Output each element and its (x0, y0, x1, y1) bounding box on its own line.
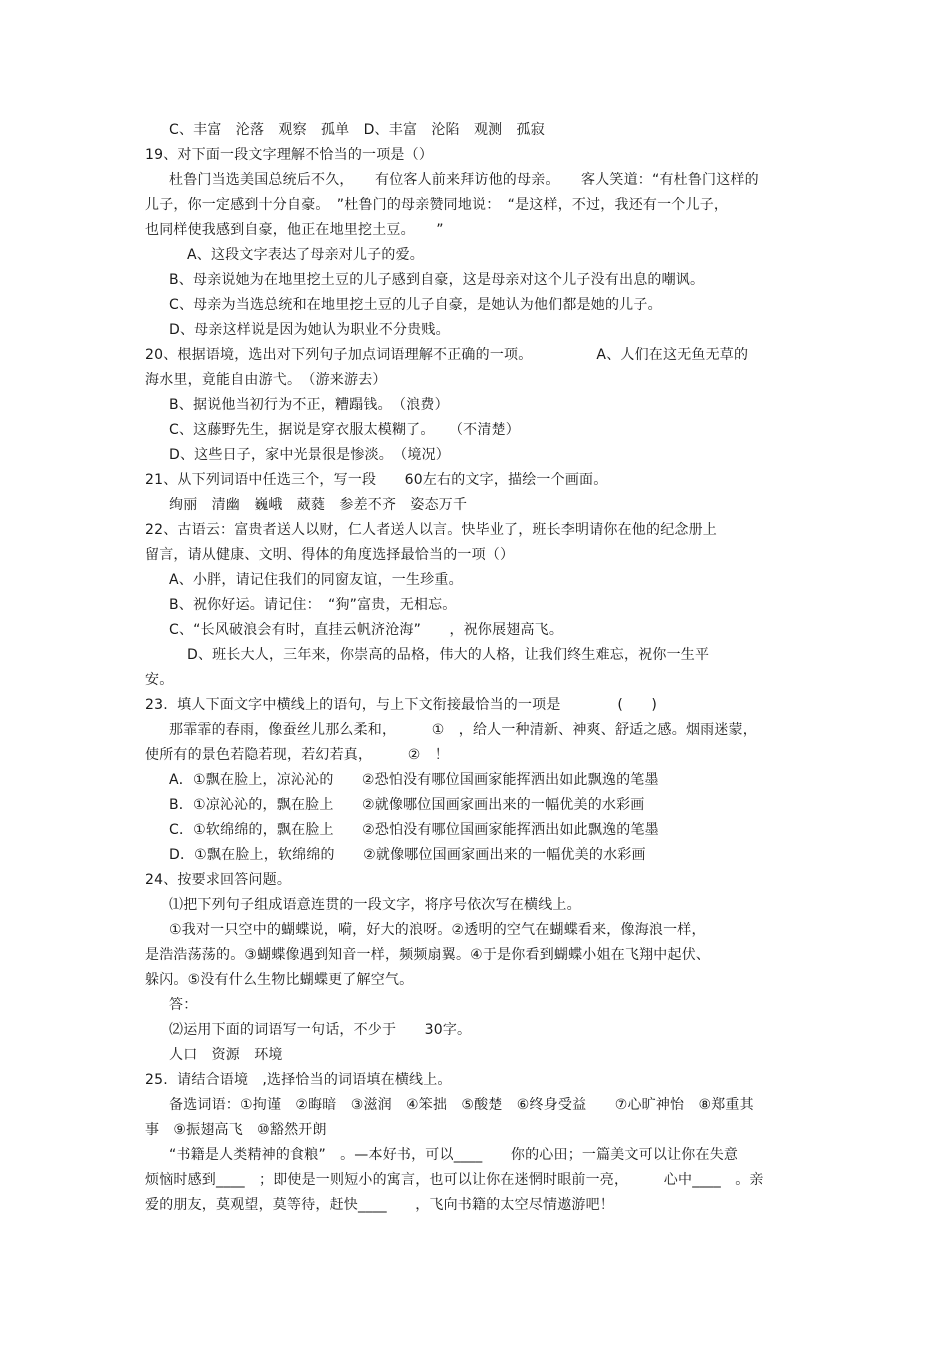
q25-word-bank: 事 ⑨振翅高飞 ⑩豁然开朗 (145, 1122, 327, 1138)
q24-part2-words: 人口 资源 环境 (169, 1047, 283, 1063)
q22-option-b: B、祝你好运。请记住： “狗”富贵，无相忘。 (169, 597, 457, 613)
q25-passage-line: 爱的朋友，莫观望，莫等待，赶快____ ，飞向书籍的太空尽情遨游吧！ (145, 1197, 614, 1213)
q25-word-bank: 备选词语：①拘谨 ②晦暗 ③滋润 ④笨拙 ⑤酸楚 ⑥终身受益 ⑦心旷神怡 ⑧郑重其 (169, 1097, 754, 1113)
q22-stem: 22、古语云：富贵者送人以财，仁人者送人以言。快毕业了，班长李明请你在他的纪念册上 (145, 522, 718, 538)
q23-option-b: B．①凉沁沁的，飘在脸上 ②就像哪位国画家画出来的一幅优美的水彩画 (169, 797, 645, 813)
q19-option-b: B、母亲说她为在地里挖土豆的儿子感到自豪，这是母亲对这个儿子没有出息的嘲讽。 (169, 272, 705, 288)
q24-part1-sentences: 是浩浩荡荡的。③蝴蝶像遇到知音一样，频频扇翼。④于是你看到蝴蝶小姐在飞翔中起伏、 (145, 947, 711, 963)
q23-option-d: D．①飘在脸上，软绵绵的 ②就像哪位国画家画出来的一幅优美的水彩画 (169, 847, 646, 863)
q21-word-list: 绚丽 清幽 巍峨 葳蕤 参差不齐 姿态万千 (169, 497, 468, 513)
q22-option-c: C、“长风破浪会有时，直挂云帆济沧海” ，祝你展翅高飞。 (169, 622, 564, 638)
q21-stem: 21、从下列词语中任选三个，写一段 60左右的文字，描绘一个画面。 (145, 472, 608, 488)
q22-option-d-cont: 安。 (145, 672, 174, 688)
q19-passage-line: 也同样使我感到自豪，他正在地里挖土豆。 ” (145, 222, 444, 238)
q19-passage-line: 儿子，你一定感到十分自豪。 ”杜鲁门的母亲赞同地说： “是这样，不过，我还有一个儿子， (145, 197, 729, 213)
q23-option-a: A．①飘在脸上，凉沁沁的 ②恐怕没有哪位国画家能挥洒出如此飘逸的笔墨 (169, 772, 659, 788)
q19-option-a: A、这段文字表达了母亲对儿子的爱。 (187, 247, 424, 263)
q20-option-d: D、这些日子，家中光景很是惨淡。 （境况） (169, 447, 450, 463)
q22-option-a: A、小胖，请记住我们的同窗友谊，一生珍重。 (169, 572, 463, 588)
q22-stem: 留言，请从健康、文明、得体的角度选择最恰当的一项（） (145, 547, 515, 563)
q23-stem: 23. 填人下面文字中横线上的语句，与上下文衔接最恰当的一项是 ( ) (145, 697, 658, 713)
q19-option-c: C、母亲为当选总统和在地里挖土豆的儿子自豪，是她认为他们都是她的儿子。 (169, 297, 662, 313)
q20-option-b: B、据说他当初行为不正，糟蹋钱。 （浪费） (169, 397, 449, 413)
q19-passage-line: 杜鲁门当选美国总统后不久， 有位客人前来拜访他的母亲。 客人笑道：“有杜鲁门这样的 (169, 172, 759, 188)
q18-options-cd: C、丰富 沦落 观察 孤单 D、丰富 沦陷 观测 孤寂 (169, 122, 545, 138)
q19-stem: 19、对下面一段文字理解不恰当的一项是（） (145, 147, 434, 163)
q19-option-d: D、母亲这样说是因为她认为职业不分贵贱。 (169, 322, 450, 338)
q24-part1-instruction: ⑴把下列句子组成语意连贯的一段文字，将序号依次写在横线上。 (169, 897, 581, 913)
q25-passage-line: “书籍是人类精神的食粮” 。—本好书，可以____ 你的心田；一篇美文可以让你在失意 (169, 1147, 739, 1163)
q24-answer-label: 答： (169, 997, 198, 1013)
q22-option-d: D、班长大人，三年来，你崇高的品格，伟大的人格，让我们终生难忘，祝你一生平 (187, 647, 710, 663)
q24-part1-sentences: ①我对一只空中的蝴蝶说，嗬，好大的浪呀。②透明的空气在蝴蝶看来，像海浪一样， (169, 922, 706, 938)
q24-part2-instruction: ⑵运用下面的词语写一句话，不少于 30字。 (169, 1022, 472, 1038)
q20-option-a-cont: 海水里，竟能自由游弋。 （游来游去） (145, 372, 387, 388)
q23-option-c: C．①软绵绵的，飘在脸上 ②恐怕没有哪位国画家能挥洒出如此飘逸的笔墨 (169, 822, 659, 838)
q25-stem: 25. 请结合语境 ,选择恰当的词语填在横线上。 (145, 1072, 452, 1088)
q20-option-c: C、这藤野先生，据说是穿衣服太模糊了。 （不清楚） (169, 422, 520, 438)
q24-stem: 24、按要求回答问题。 (145, 872, 292, 888)
q23-passage-line: 那霏霏的春雨，像蚕丝儿那么柔和， ① ，给人一种清新、神爽、舒适之感。烟雨迷蒙， (169, 722, 757, 738)
q23-passage-line: 使所有的景色若隐若现，若幻若真， ② ！ (145, 747, 449, 763)
q25-passage-line: 烦恼时感到____ ；即使是一则短小的寓言，也可以让你在迷惘时眼前一亮， 心中____ 。亲 (145, 1172, 764, 1188)
q20-stem: 20、根据语境，选出对下列句子加点词语理解不正确的一项。 A、人们在这无鱼无草的 (145, 347, 749, 363)
q24-part1-sentences: 躲闪。⑤没有什么生物比蝴蝶更了解空气。 (145, 972, 414, 988)
